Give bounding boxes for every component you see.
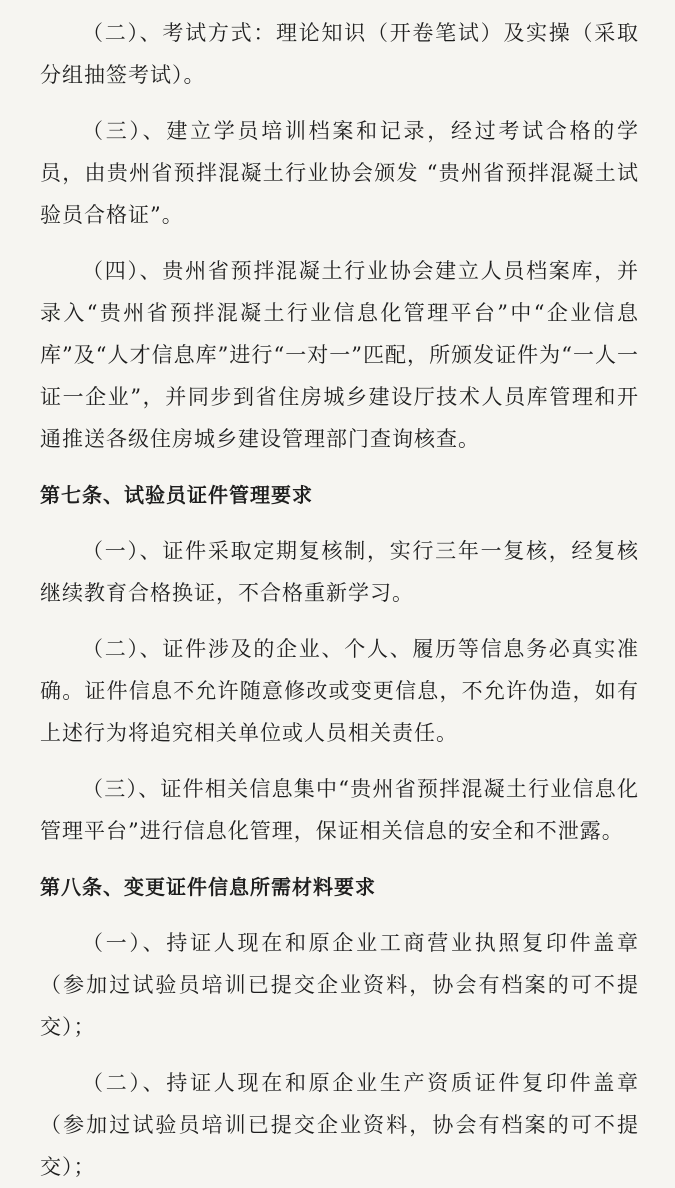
paragraph-training-records: （三）、建立学员培训档案和记录，经过考试合格的学员，由贵州省预拌混凝土行业协会颁发 “贵州省预拌混凝土试验员合格证”。 (40, 119, 639, 227)
paragraph-periodic-review: （一）、证件采取定期复核制，实行三年一复核，经复核继续教育合格换证，不合格重新学习。 (40, 539, 639, 605)
paragraph-exam-method: （二）、考试方式：理论知识（开卷笔试）及实操（采取分组抽签考试）。 (40, 21, 639, 87)
section-heading-article-7: 第七条、试验员证件管理要求 (40, 483, 313, 507)
paragraph-info-accuracy: （二）、证件涉及的企业、个人、履历等信息务必真实准确。证件信息不允许随意修改或变更信息，不允许伪造，如有上述行为将追究相关单位或人员相关责任。 (40, 637, 639, 745)
section-heading-article-8: 第八条、变更证件信息所需材料要求 (40, 875, 376, 899)
paragraph-personnel-archive: （四）、贵州省预拌混凝土行业协会建立人员档案库，并录入“贵州省预拌混凝土行业信息化管理平台”中“企业信息库”及“人才信息库”进行“一对一”匹配，所颁发证件为“一人一证一企业”，并同步到省住房城乡建设厅技术人员库管理和开通推送各级住房城乡建设管理部门查询核查。 (40, 259, 639, 451)
paragraph-qualification-certificate: （二）、持证人现在和原企业生产资质证件复印件盖章（参加过试验员培训已提交企业资料，协会有档案的可不提交）； (40, 1071, 639, 1179)
paragraph-info-management: （三）、证件相关信息集中“贵州省预拌混凝土行业信息化管理平台”进行信息化管理，保证相关信息的安全和不泄露。 (40, 777, 639, 843)
paragraph-business-license: （一）、持证人现在和原企业工商营业执照复印件盖章（参加过试验员培训已提交企业资料，协会有档案的可不提交）； (40, 931, 639, 1039)
